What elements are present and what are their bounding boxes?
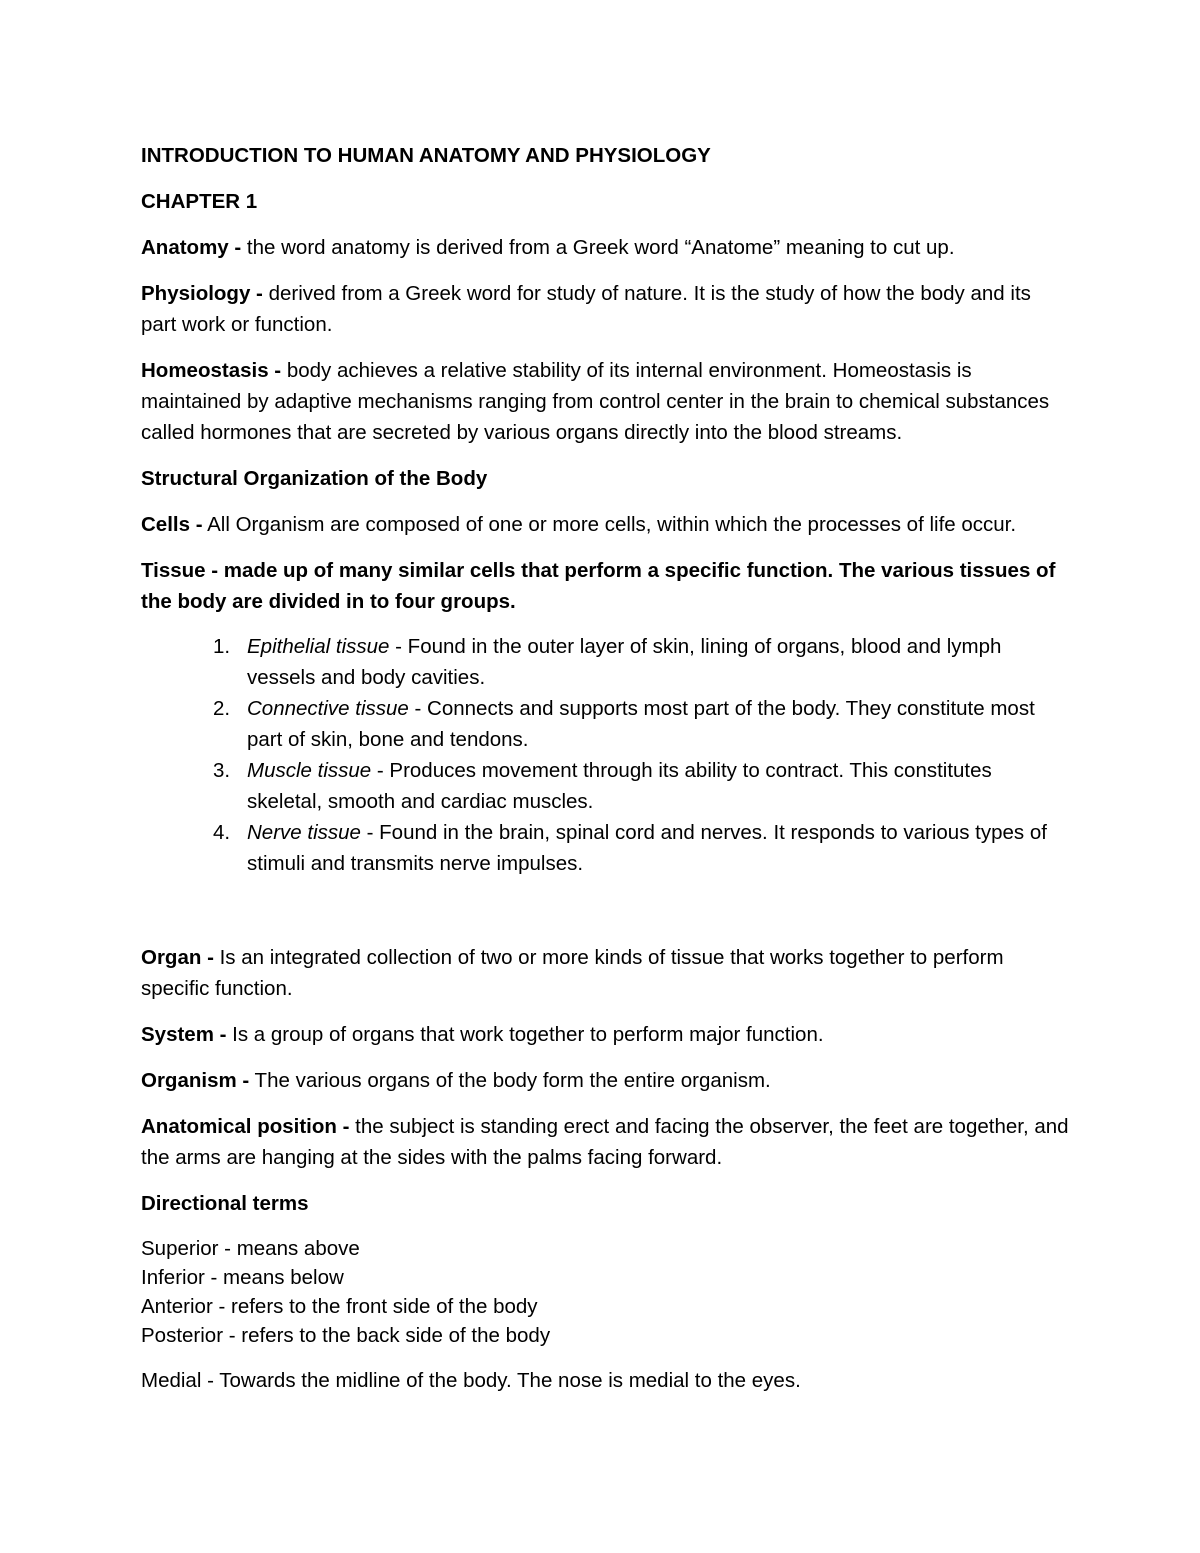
physiology-definition [141, 278, 1071, 340]
tissue-name: Epithelial tissue [247, 635, 390, 658]
tissue-description: - Found in the outer layer of skin, lining of organs, blood and lymph vessels and body cavities. [247, 635, 1002, 689]
list-item [213, 631, 1071, 693]
blank-space [141, 879, 1071, 942]
system-text: Is a group of organs that work together to perform major function. [226, 1023, 824, 1046]
organ-text: Is an integrated collection of two or more kinds of tissue that works together to perform specific function. [141, 946, 1004, 1000]
directional-term-inferior: Inferior - means below [141, 1266, 344, 1289]
structural-organization-heading: Structural Organization of the Body [141, 467, 488, 490]
cells-definition [141, 509, 1071, 540]
directional-term-anterior: Anterior - refers to the front side of the body [141, 1295, 538, 1318]
organism-definition [141, 1065, 1071, 1096]
document-title: INTRODUCTION TO HUMAN ANATOMY AND PHYSIOLOGY [141, 144, 711, 167]
directional-term-posterior: Posterior - refers to the back side of the body [141, 1324, 551, 1347]
tissue-description: - Found in the brain, spinal cord and nerves. It responds to various types of stimuli and transmits nerve impulses. [247, 821, 1047, 875]
medial-definition: Medial - Towards the midline of the body. The nose is medial to the eyes. [141, 1369, 801, 1392]
cells-text: All Organism are composed of one or more cells, within which the processes of life occur. [202, 513, 1017, 536]
directional-terms-heading: Directional terms [141, 1192, 309, 1215]
list-number: 3. [213, 759, 231, 782]
document-page [141, 140, 1071, 1411]
tissue-name: Muscle tissue [247, 759, 372, 782]
anatomy-text: the word anatomy is derived from a Greek word “Anatome” meaning to cut up. [241, 236, 955, 259]
system-term: System - [141, 1023, 227, 1046]
homeostasis-term: Homeostasis - [141, 359, 282, 382]
chapter-heading: CHAPTER 1 [141, 190, 258, 213]
anatomical-position-term: Anatomical position - [141, 1115, 350, 1138]
anatomical-position-text: the subject is standing erect and facing the observer, the feet are together, and the arms are hanging at the sides with the palms facing forward. [141, 1115, 1069, 1169]
physiology-term: Physiology - [141, 282, 263, 305]
directional-terms-list [141, 1234, 1071, 1350]
homeostasis-text: body achieves a relative stability of its internal environment. Homeostasis is maintained by adaptive mechanisms ranging from control center in the brain to chemical substances called hormones that are secreted by various organs directly into the blood streams. [141, 359, 1050, 444]
tissue-definition: Tissue - made up of many similar cells that perform a specific function. The various tissues of the body are divided in to four groups. [141, 559, 1056, 613]
tissue-types-list [141, 631, 1071, 879]
system-definition [141, 1019, 1071, 1050]
cells-term: Cells - [141, 513, 203, 536]
organ-term: Organ - [141, 946, 214, 969]
tissue-description: - Produces movement through its ability to contract. This constitutes skeletal, smooth and cardiac muscles. [247, 759, 992, 813]
tissue-name: Connective tissue [247, 697, 409, 720]
anatomy-definition [141, 232, 1071, 263]
homeostasis-definition [141, 355, 1071, 448]
list-item [213, 693, 1071, 755]
anatomy-term: Anatomy - [141, 236, 242, 259]
organism-term: Organism - [141, 1069, 250, 1092]
anatomical-position-definition [141, 1111, 1071, 1173]
physiology-text: derived from a Greek word for study of nature. It is the study of how the body and its part work or function. [141, 282, 1031, 336]
list-number: 4. [213, 821, 231, 844]
list-number: 1. [213, 635, 231, 658]
list-number: 2. [213, 697, 231, 720]
tissue-description: - Connects and supports most part of the body. They constitute most part of skin, bone and tendons. [247, 697, 1035, 751]
organ-definition [141, 942, 1071, 1004]
organism-text: The various organs of the body form the entire organism. [249, 1069, 771, 1092]
tissue-name: Nerve tissue [247, 821, 361, 844]
list-item [213, 817, 1071, 879]
directional-term-superior: Superior - means above [141, 1237, 360, 1260]
list-item [213, 755, 1071, 817]
